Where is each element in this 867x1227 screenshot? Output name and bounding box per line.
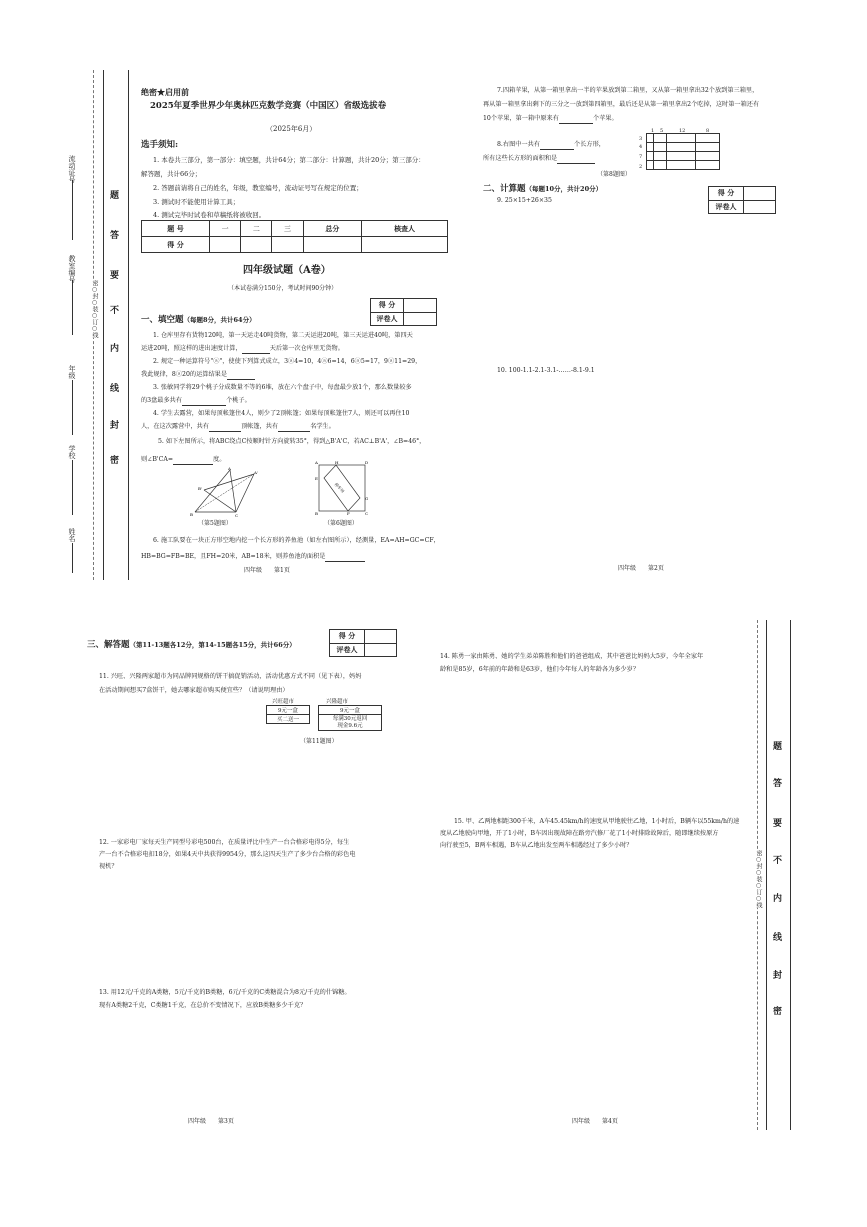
paper-title: 2025年夏季世界少年奥林匹克数学竞赛（中国区）省级选拔卷 bbox=[150, 101, 387, 111]
fig6-label-c: C bbox=[365, 511, 369, 516]
q2-answer-blank[interactable] bbox=[227, 371, 255, 380]
side-word-6: 线 bbox=[110, 384, 120, 394]
q4-line2: 人，在这次露营中，共有 顶帐篷，共有 名学生。 bbox=[141, 423, 335, 430]
grid-cell bbox=[654, 152, 667, 161]
grid-cell bbox=[667, 143, 696, 152]
q6-line1: 6. 施工队要在一块正方形空地内挖一个长方形的养鱼池（如左右图所示），经测量，EA=AH=GC=CF， bbox=[153, 537, 440, 544]
shop-a-name: 兴旺超市 bbox=[272, 699, 295, 705]
fig6-label-b: B bbox=[315, 511, 318, 516]
q7-line3: 10个苹果，第一箱中原来有 个苹果。 bbox=[483, 115, 618, 122]
q12-line3: 视机？ bbox=[99, 863, 118, 870]
q3-line2: 的3盘最多共有 个桃子。 bbox=[141, 397, 251, 404]
grid-cell bbox=[667, 161, 696, 170]
figure-11-caption: （第11题图） bbox=[300, 738, 338, 745]
shop-a-table bbox=[266, 705, 310, 724]
grid-cell bbox=[667, 152, 696, 161]
q15-line2: 度从乙地驶向甲地，开了1小时，B车因出现故障在路旁汽修厂花了1小时排除故障后，随即继续按原方 bbox=[440, 830, 719, 837]
grader-reviewer-cell[interactable] bbox=[744, 200, 776, 214]
side-word-1: 题 bbox=[110, 191, 120, 201]
sidebar-field-4: 学校 bbox=[68, 445, 76, 459]
right-side-word-5: 内 bbox=[773, 894, 783, 904]
exam-title: 四年级试题（A卷） bbox=[243, 265, 331, 276]
section2-header: 二、计算题（每题10分，共计20分） bbox=[483, 184, 603, 194]
grader-score-cell[interactable] bbox=[744, 187, 776, 201]
q13-line1: 13. 用12元/千克的A类糖，5元/千克的B类糖，6元/千克的C类糖混合为8元/千克的什锦糖。 bbox=[99, 989, 351, 996]
grid-cell bbox=[696, 143, 720, 152]
score-row-label: 得 分 bbox=[142, 237, 210, 253]
grid-top-3: 12 bbox=[679, 128, 686, 134]
fig6-label-g: G bbox=[365, 496, 369, 501]
sidebar-field-1-line[interactable] bbox=[72, 180, 73, 240]
grader-box-2 bbox=[708, 186, 776, 214]
sidebar-field-3: 年级 bbox=[68, 365, 76, 379]
q4-answer-blank-2[interactable] bbox=[278, 423, 310, 432]
grader-reviewer-cell[interactable] bbox=[365, 643, 397, 657]
grader-box-3 bbox=[329, 629, 397, 657]
right-side-word-4: 不 bbox=[773, 856, 783, 866]
fig5-label-c: C bbox=[235, 513, 239, 518]
fig6-pond-label: 停车场 bbox=[333, 481, 346, 494]
score-header-3: 三 bbox=[272, 221, 303, 237]
grader-score-cell[interactable] bbox=[365, 630, 397, 644]
score-cell-1[interactable] bbox=[210, 237, 241, 253]
q1-line1: 1. 仓库里存有货物120吨，第一天运走40吨货物，第二天运进20吨，第三天运进40吨，第四天 bbox=[153, 332, 413, 339]
q5-answer-blank[interactable] bbox=[173, 456, 213, 465]
fig5-label-a-prime: A' bbox=[254, 470, 258, 475]
sidebar-field-3-line[interactable] bbox=[72, 380, 73, 435]
grid-cell bbox=[696, 152, 720, 161]
side-word-2: 答 bbox=[110, 231, 120, 241]
figure-8-table bbox=[646, 133, 720, 170]
fig6-label-e: E bbox=[315, 476, 318, 481]
q1-line2: 运进20吨，照这样的进出速度计算， 天后第一次仓库里无货物。 bbox=[141, 345, 344, 352]
exam-subtitle: （本试卷满分150分，考试时间90分钟） bbox=[228, 285, 338, 292]
right-side-word-2: 答 bbox=[773, 779, 783, 789]
footer-page-1: 四年级 第1页 bbox=[244, 567, 290, 574]
score-header-5: 核查人 bbox=[362, 221, 448, 237]
fig5-label-b-prime: B' bbox=[198, 486, 203, 491]
q9-text: 9. 25×15+26×35 bbox=[497, 197, 552, 204]
q12-line2: 产一台不合格彩电扣18分，如果4天中共获得9954分，那么这四天生产了多少台合格的彩色电 bbox=[99, 851, 356, 858]
q3-answer-blank[interactable] bbox=[182, 397, 226, 406]
shop-b-table bbox=[318, 705, 382, 731]
fig5-edge bbox=[236, 474, 254, 512]
q8-line1: 8.右图中一共有 个长方形， bbox=[497, 141, 605, 148]
footer-page-2: 四年级 第2页 bbox=[618, 565, 664, 572]
score-header-4: 总分 bbox=[303, 221, 362, 237]
grader-reviewer-cell[interactable] bbox=[404, 312, 437, 326]
q14-line1: 14. 陈勇一家由陈勇、她的学生弟弟陈胜和他们的爸爸组成，其中爸爸比妈妈大5岁，今年全家年 bbox=[440, 653, 704, 660]
fig5-label-b: B bbox=[190, 512, 193, 517]
fig5-label-a: A bbox=[228, 466, 231, 471]
q7-line1: 7.四箱苹果，从第一箱里拿出一半的苹果放到第二箱里，又从第一箱里拿出32个放到第三箱里， bbox=[497, 87, 759, 94]
q2-line2: 我此规律，8ⓐ20的运算结果是 bbox=[141, 370, 255, 380]
figure-5-caption: （第5题图） bbox=[198, 520, 232, 527]
sidebar-field-1: 流动证号 bbox=[68, 155, 76, 183]
right-side-word-8: 密 bbox=[773, 1007, 783, 1017]
fig5-edge bbox=[204, 474, 254, 490]
grader-reviewer-label: 评卷人 bbox=[709, 200, 744, 214]
shop-a-row-1: 9元一盒 bbox=[267, 706, 310, 715]
grid-cell bbox=[696, 134, 720, 143]
score-header-1: 一 bbox=[210, 221, 241, 237]
score-cell-3[interactable] bbox=[272, 237, 303, 253]
notes-item-4: 4. 测试完毕时试卷和草稿纸将被收回。 bbox=[153, 211, 266, 219]
grader-score-cell[interactable] bbox=[404, 299, 437, 313]
score-header-2: 二 bbox=[241, 221, 272, 237]
section3-header: 三、解答题（第11-13题各12分，第14-15题各15分，共计66分） bbox=[87, 640, 296, 650]
q6-line2: HB=BG=FB=BE，且FH=20米，AB=18米，则养鱼池的面积是 bbox=[141, 552, 365, 562]
shop-a-row-2: 买二送一 bbox=[267, 715, 310, 724]
q5-line2: 则∠B'CA= 度。 bbox=[141, 456, 226, 463]
grader-reviewer-label: 评卷人 bbox=[371, 312, 404, 326]
q14-line2: 龄和是85岁，6年前的年龄和是63岁，他们今年每人的年龄各为多少岁？ bbox=[440, 666, 640, 673]
q11-line2: 在活动期间想买7盒饼干，她去哪家超市购买便宜些？（请说明理由） bbox=[99, 687, 289, 694]
grader-score-label: 得 分 bbox=[330, 630, 365, 644]
sidebar-field-2-line[interactable] bbox=[72, 280, 73, 335]
score-cell-2[interactable] bbox=[241, 237, 272, 253]
grid-cell bbox=[654, 161, 667, 170]
q7-line2: 再从第一箱里拿出剩下的三分之一放到第四箱里，最后还是从第一箱里拿出2个吃掉，这时第一箱还有 bbox=[483, 101, 760, 108]
grid-cell bbox=[654, 134, 667, 143]
sidebar-field-5-line[interactable] bbox=[72, 543, 73, 573]
q8-line2: 所有这些长方形的面积和是 bbox=[483, 154, 595, 164]
fig6-label-a: A bbox=[315, 460, 318, 465]
figure-6 bbox=[314, 460, 370, 516]
grid-left-4: 2 bbox=[639, 164, 643, 170]
fig5-edge bbox=[195, 470, 230, 512]
grid-left-2: 4 bbox=[639, 144, 643, 150]
footer-page-4: 四年级 第4页 bbox=[572, 1118, 618, 1125]
fig6-label-f: F bbox=[347, 511, 350, 516]
right-side-word-7: 封 bbox=[773, 971, 783, 981]
q12-line1: 12. 一家彩电厂家每天生产同型号彩电500台，在质量评比中生产一台合格彩电得5分，每生 bbox=[99, 839, 350, 846]
secret-label: 绝密★启用前 bbox=[141, 87, 189, 97]
notes-heading: 选手须知: bbox=[141, 140, 179, 150]
q10-text: 10. 100-1.1-2.1-3.1-……-8.1-9.1 bbox=[497, 367, 595, 374]
score-cell-total[interactable] bbox=[303, 237, 362, 253]
grid-cell bbox=[667, 134, 696, 143]
score-header-0: 题 号 bbox=[142, 221, 210, 237]
grid-cell bbox=[654, 143, 667, 152]
q1-answer-blank[interactable] bbox=[242, 345, 270, 354]
side-word-7: 封 bbox=[110, 421, 120, 431]
right-side-word-3: 要 bbox=[773, 819, 783, 829]
right-side-word-1: 题 bbox=[773, 742, 783, 752]
grid-cell bbox=[647, 161, 654, 170]
fig6-label-d: D bbox=[365, 460, 369, 465]
figure-8-caption: （第8题图） bbox=[597, 171, 631, 178]
score-cell-reviewer[interactable] bbox=[362, 237, 448, 253]
section1-header: 一、填空题（每题8分，共计64分） bbox=[141, 315, 256, 325]
paper-date: （2025年6月） bbox=[266, 125, 317, 133]
side-word-4: 不 bbox=[110, 306, 120, 316]
grid-cell bbox=[647, 143, 654, 152]
q2-line1: 2. 规定一种运算符号"ⓐ"，使使下列算式成立，3ⓐ4=10，4ⓐ6=14，6ⓐ5=17，9ⓐ11=29， bbox=[153, 358, 422, 365]
grid-left-1: 3 bbox=[639, 136, 643, 142]
grid-top-1: 1 bbox=[651, 128, 655, 134]
q8-answer-blank-1[interactable] bbox=[540, 141, 574, 150]
q6-answer-blank[interactable] bbox=[325, 553, 365, 562]
shop-b-name: 兴隆超市 bbox=[326, 699, 349, 705]
side-word-5: 内 bbox=[110, 344, 120, 354]
q5-line1: 5. 如下左图所示，将ABC绕点C按顺时针方向旋转35°，得到△B'A'C，若AC⊥B'A'，∠B=46°， bbox=[158, 438, 426, 445]
q3-line1: 3. 张敏同学将29个桃子分成数量不等的6堆，放在六个盘子中，每盘最少放1个，那么数量较多 bbox=[153, 384, 412, 391]
score-table bbox=[141, 220, 448, 253]
grader-score-label: 得 分 bbox=[709, 187, 744, 201]
q4-line1: 4. 学生去露营，如果每顶帐篷住4人，则少了2顶帐篷；如果每顶帐篷住7人，则还可以再住10 bbox=[153, 410, 410, 417]
notes-item-1: 1. 本卷共三部分，第一部分：填空题，共计64分；第二部分：计算题，共计20分；第三部分： bbox=[153, 156, 425, 164]
sidebar-right-seal-text: 密○封○装○订○线 bbox=[755, 850, 762, 908]
q7-answer-blank[interactable] bbox=[559, 115, 593, 124]
fig6-label-h: H bbox=[335, 460, 339, 465]
grader-reviewer-label: 评卷人 bbox=[330, 643, 365, 657]
grid-top-2: 5 bbox=[660, 128, 664, 134]
grid-top-4: 8 bbox=[706, 128, 710, 134]
q15-line1: 15. 甲、乙两地相距300千米，A车45.45km/h的速度从甲地驶往乙地，1小时后，B辆车以55km/h的速 bbox=[454, 818, 740, 825]
right-side-word-6: 线 bbox=[773, 933, 783, 943]
sidebar-field-2: 教室编号 bbox=[68, 255, 76, 283]
notes-item-1b: 解答题，共计66分； bbox=[141, 170, 202, 178]
sidebar-field-4-line[interactable] bbox=[72, 460, 73, 515]
q11-line1: 11. 兴旺、兴隆两家超市为同品牌同规格的饼干搞促销活动，活动优惠方式不同（见下表），妈妈 bbox=[99, 673, 362, 680]
notes-item-2: 2. 答题前请将自己的姓名，年级，教室编号，流动证号写在规定的位置； bbox=[153, 184, 363, 192]
q4-answer-blank-1[interactable] bbox=[209, 423, 241, 432]
grid-cell bbox=[647, 134, 654, 143]
q15-line3: 向行驶至5，B两车相遇，B车从乙地出发至两车相遇经过了多少小时？ bbox=[440, 842, 633, 849]
grid-cell bbox=[696, 161, 720, 170]
grader-score-label: 得 分 bbox=[371, 299, 404, 313]
notes-item-3: 3. 测试时不能使用计算工具； bbox=[153, 198, 240, 206]
sidebar-seal-text: 密○封○装○订○线 bbox=[91, 280, 98, 338]
sidebar-field-5: 姓名 bbox=[68, 528, 76, 542]
side-word-8: 密 bbox=[110, 456, 120, 466]
grid-left-3: 7 bbox=[639, 154, 643, 160]
figure-5 bbox=[190, 466, 260, 518]
grader-box-1 bbox=[370, 298, 437, 326]
q8-answer-blank-2[interactable] bbox=[557, 155, 595, 164]
shop-b-row-1: 9元一盒 bbox=[319, 706, 382, 715]
shop-b-row-2: 每满30元返回 现金9.6元 bbox=[319, 715, 382, 731]
figure-6-caption: （第6题图） bbox=[324, 520, 358, 527]
fig5-edge bbox=[204, 490, 236, 512]
grid-cell bbox=[647, 152, 654, 161]
q13-line2: 现有A类糖2千克，C类糖1千克，在总价不变情况下，应放B类糖多少千克？ bbox=[99, 1002, 307, 1009]
footer-page-3: 四年级 第3页 bbox=[188, 1118, 234, 1125]
fig5-edge bbox=[230, 470, 236, 512]
side-word-3: 要 bbox=[110, 271, 120, 281]
